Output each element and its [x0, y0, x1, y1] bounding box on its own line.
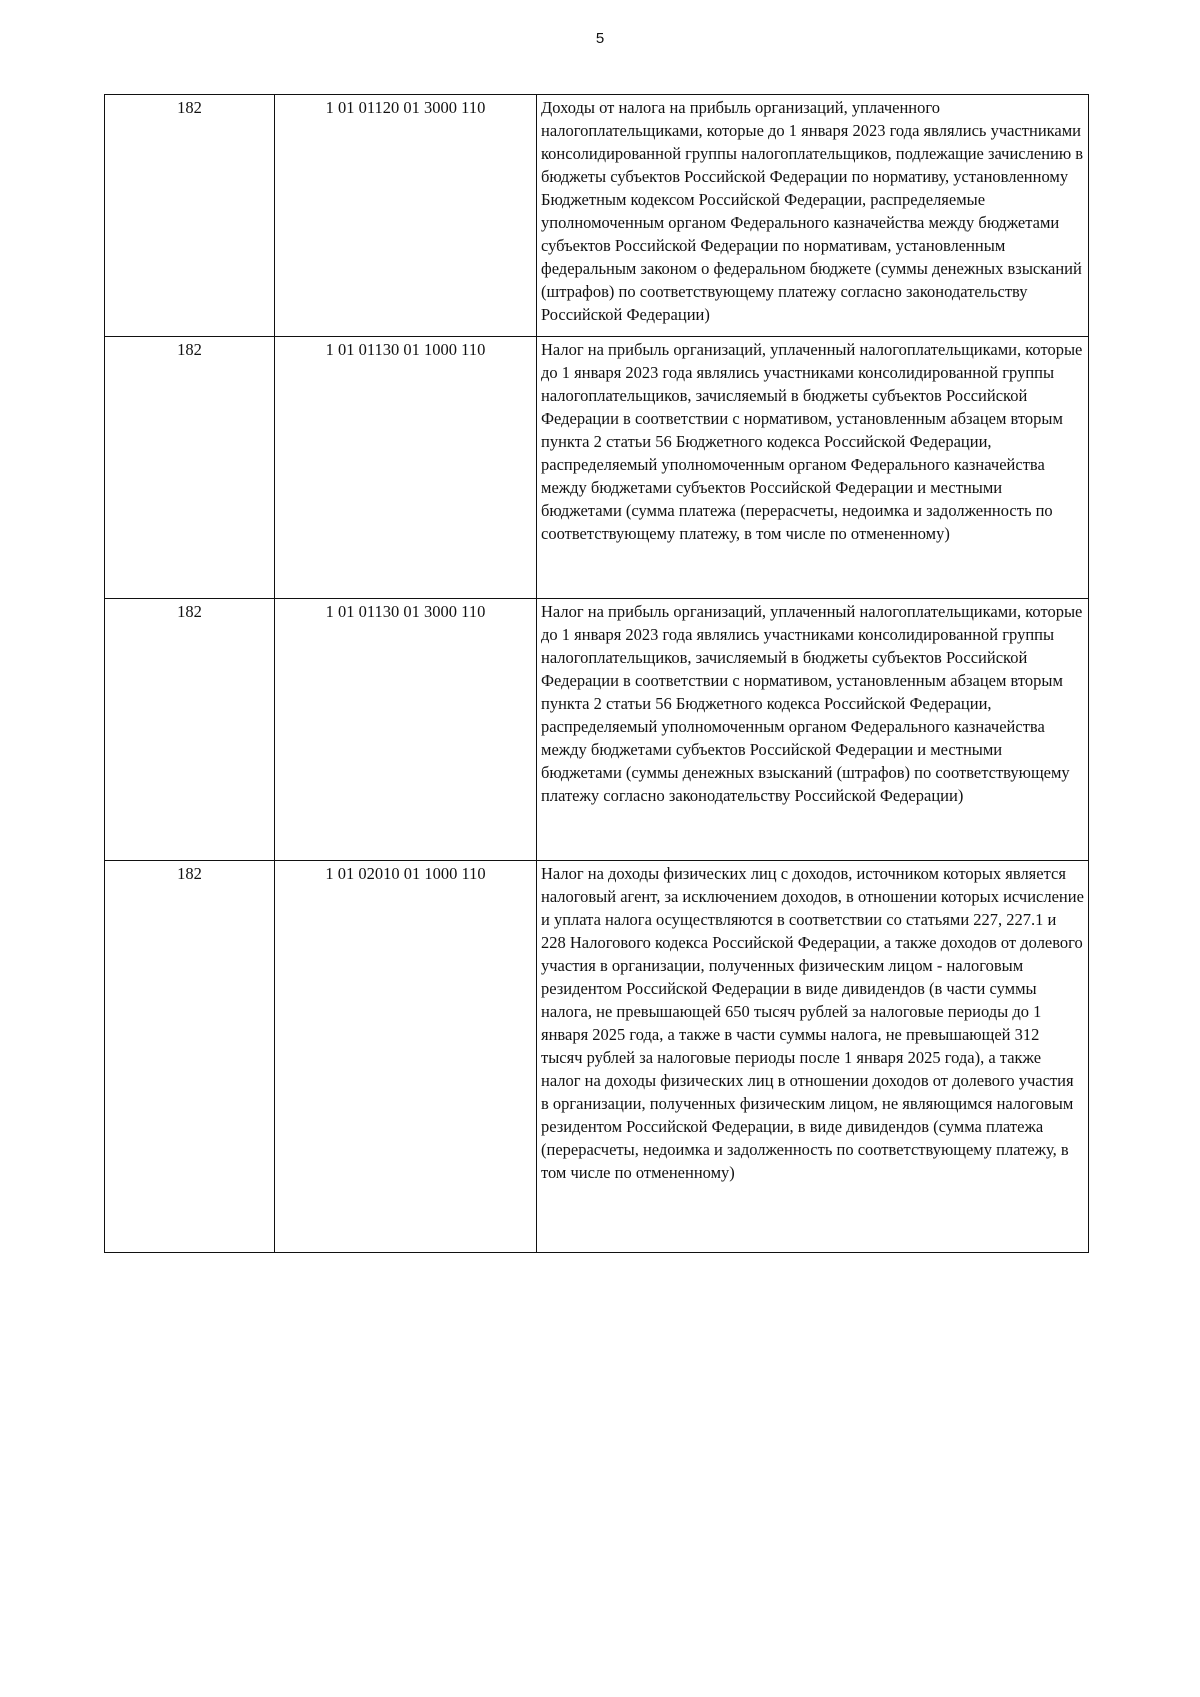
description-cell: Налог на прибыль организаций, уплаченный налогоплательщиками, которые до 1 января 2023 года являлись участниками консолидированной группы налогоплательщиков, зачисляемый в бюджеты субъектов Российской Федерации в соответствии с нормативом, установленным абзацем вторым пункта 2 статьи 56 Бюджетного кодекса Российской Федерации, распределяемый уполномоченным органом Федерального казначейства между бюджетами субъектов Российской Федерации и местными бюджетами (суммы денежных взысканий (штрафов) по соответствующему платежу согласно законодательству Российской Федерации)	[537, 599, 1089, 861]
kbk-cell: 1 01 01120 01 3000 110	[275, 95, 537, 337]
description-cell: Налог на прибыль организаций, уплаченный налогоплательщиками, которые до 1 января 2023 года являлись участниками консолидированной группы налогоплательщиков, зачисляемый в бюджеты субъектов Российской Федерации в соответствии с нормативом, установленным абзацем вторым пункта 2 статьи 56 Бюджетного кодекса Российской Федерации, распределяемый уполномоченным органом Федерального казначейства между бюджетами субъектов Российской Федерации и местными бюджетами (сумма платежа (перерасчеты, недоимка и задолженность по соответствующему платежу, в том числе по отмененному)	[537, 337, 1089, 599]
table-row	[105, 861, 1089, 1253]
table-row	[105, 95, 1089, 337]
description-cell: Налог на доходы физических лиц с доходов, источником которых является налоговый агент, за исключением доходов, в отношении которых исчисление и уплата налога осуществляются в соответствии со статьями 227, 227.1 и 228 Налогового кодекса Российской Федерации, а также доходов от долевого участия в организации, полученных физическим лицом - налоговым резидентом Российской Федерации в виде дивидендов (в части суммы налога, не превышающей 650 тысяч рублей за налоговые периоды до 1 января 2025 года, а также в части суммы налога, не превышающей 312 тысяч рублей за налоговые периоды после 1 января 2025 года), а также налог на доходы физических лиц в отношении доходов от долевого участия в организации, полученных физическим лицом, не являющимся налоговым резидентом Российской Федерации, в виде дивидендов (сумма платежа (перерасчеты, недоимка и задолженность по соответствующему платежу, в том числе по отмененному)	[537, 861, 1089, 1253]
admin-code-cell: 182	[105, 95, 275, 337]
admin-code-cell: 182	[105, 861, 275, 1253]
page-number: 5	[595, 30, 605, 47]
kbk-cell: 1 01 01130 01 3000 110	[275, 599, 537, 861]
table-row	[105, 599, 1089, 861]
revenue-codes-table	[104, 94, 1089, 1253]
kbk-cell: 1 01 01130 01 1000 110	[275, 337, 537, 599]
admin-code-cell: 182	[105, 599, 275, 861]
table-row	[105, 337, 1089, 599]
admin-code-cell: 182	[105, 337, 275, 599]
description-cell: Доходы от налога на прибыль организаций, уплаченного налогоплательщиками, которые до 1 января 2023 года являлись участниками консолидированной группы налогоплательщиков, подлежащие зачислению в бюджеты субъектов Российской Федерации по нормативу, установленному Бюджетным кодексом Российской Федерации, распределяемые уполномоченным органом Федерального казначейства между бюджетами субъектов Российской Федерации по нормативам, установленным федеральным законом о федеральном бюджете (суммы денежных взысканий (штрафов) по соответствующему платежу согласно законодательству Российской Федерации)	[537, 95, 1089, 337]
kbk-cell: 1 01 02010 01 1000 110	[275, 861, 537, 1253]
